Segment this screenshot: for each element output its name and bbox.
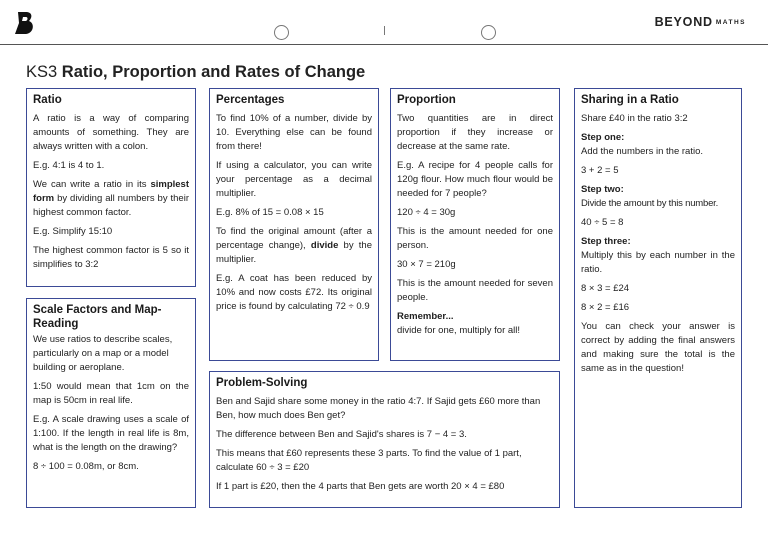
scale-question: E.g. A scale drawing uses a scale of 1:100. If the length in real life is 8m, what is the length on the drawing? bbox=[33, 414, 189, 453]
sharing-intro: Share £40 in the ratio 3:2 bbox=[581, 113, 688, 124]
punch-hole-left bbox=[274, 25, 289, 40]
punch-hole-right bbox=[481, 25, 496, 40]
sharing-step-two-text: Divide the amount by this number. bbox=[581, 198, 719, 209]
scale-intro: We use ratios to describe scales, particularly on a map or a model building or aeroplane. bbox=[33, 334, 173, 373]
percentages-multiplier: If using a calculator, you can write your percentage as a decimal multiplier. bbox=[216, 160, 372, 199]
proportion-seven-people: This is the amount needed for seven people. bbox=[397, 278, 553, 303]
header-rule bbox=[0, 44, 768, 45]
sharing-check-tip: You can check your answer is correct by adding the final answers and making sure the total is the same as in the question! bbox=[581, 321, 735, 374]
scale-heading: Scale Factors and Map-Reading bbox=[33, 304, 162, 330]
proportion-remember-label: Remember... bbox=[397, 311, 454, 322]
percentages-card bbox=[209, 88, 379, 361]
percentages-coat-example: E.g. A coat has been reduced by 10% and now costs £72. Its original price is found by calculating 72 ÷ 0.9 bbox=[216, 273, 372, 312]
beyond-logo-icon bbox=[14, 11, 36, 35]
problem-one-part: This means that £60 represents these 3 parts. To find the value of 1 part, calculate 60 ÷ 3 = £20 bbox=[216, 448, 522, 473]
ratio-definition: A ratio is a way of comparing amounts of something. They are always written with a colon. bbox=[33, 113, 189, 152]
sharing-card bbox=[574, 88, 742, 508]
sharing-step-three-text: Multiply this by each number in the ratio. bbox=[581, 250, 735, 275]
centre-mark bbox=[384, 26, 385, 35]
proportion-recipe: E.g. A recipe for 4 people calls for 120g flour. How much flour would be needed for 7 people? bbox=[397, 160, 553, 199]
percentages-ten-percent: To find 10% of a number, divide by 10. Everything else can be found from there! bbox=[216, 113, 372, 152]
proportion-calc-seven: 30 × 7 = 210g bbox=[397, 259, 456, 270]
ratio-heading: Ratio bbox=[33, 94, 62, 106]
scale-card bbox=[26, 298, 196, 508]
problem-solving-card bbox=[209, 371, 560, 508]
proportion-definition: Two quantities are in direct proportion if they increase or decrease at the same rate. bbox=[397, 113, 553, 152]
percentages-original-amount: To find the original amount (after a percentage change), divide by the multiplier. bbox=[216, 226, 372, 265]
proportion-card bbox=[390, 88, 560, 361]
sharing-step-three-label: Step three: bbox=[581, 236, 631, 247]
sharing-calc-second: 8 × 2 = £16 bbox=[581, 302, 630, 313]
ratio-example: E.g. 4:1 is 4 to 1. bbox=[33, 160, 105, 171]
sharing-calc-first: 8 × 3 = £24 bbox=[581, 283, 630, 294]
proportion-calc-one: 120 ÷ 4 = 30g bbox=[397, 207, 456, 218]
percentages-example: E.g. 8% of 15 = 0.08 × 15 bbox=[216, 207, 324, 218]
proportion-one-person: This is the amount needed for one person. bbox=[397, 226, 553, 251]
ratio-card bbox=[26, 88, 196, 287]
brand-wordmark: BEYOND MATHS bbox=[654, 15, 746, 29]
scale-answer: 8 ÷ 100 = 0.08m, or 8cm. bbox=[33, 461, 139, 472]
problem-difference: The difference between Ben and Sajid's shares is 7 − 4 = 3. bbox=[216, 429, 467, 440]
sharing-heading: Sharing in a Ratio bbox=[581, 94, 679, 106]
scale-example-text: 1:50 would mean that 1cm on the map is 50cm in real life. bbox=[33, 381, 189, 406]
sharing-step-one-text: Add the numbers in the ratio. bbox=[581, 146, 703, 157]
ratio-simplify-example: E.g. Simplify 15:10 bbox=[33, 226, 113, 237]
sharing-step-one-label: Step one: bbox=[581, 132, 625, 143]
proportion-heading: Proportion bbox=[397, 94, 456, 106]
ratio-hcf-text: The highest common factor is 5 so it simplifies to 3:2 bbox=[33, 245, 189, 270]
problem-answer: If 1 part is £20, then the 4 parts that Ben gets are worth 20 × 4 = £80 bbox=[216, 481, 505, 492]
proportion-remember-text: divide for one, multiply for all! bbox=[397, 325, 521, 336]
percentages-heading: Percentages bbox=[216, 94, 285, 106]
page-title: KS3 Ratio, Proportion and Rates of Change bbox=[26, 63, 366, 81]
sharing-step-two-label: Step two: bbox=[581, 184, 624, 195]
problem-question: Ben and Sajid share some money in the ratio 4:7. If Sajid gets £60 more than Ben, how much does Ben get? bbox=[216, 396, 541, 421]
sharing-step-two-calc: 40 ÷ 5 = 8 bbox=[581, 217, 624, 228]
problem-heading: Problem-Solving bbox=[216, 377, 308, 389]
sharing-step-one-calc: 3 + 2 = 5 bbox=[581, 165, 619, 176]
ratio-simplify-text: We can write a ratio in its simplest form by dividing all numbers by their highest common factor. bbox=[33, 179, 189, 218]
